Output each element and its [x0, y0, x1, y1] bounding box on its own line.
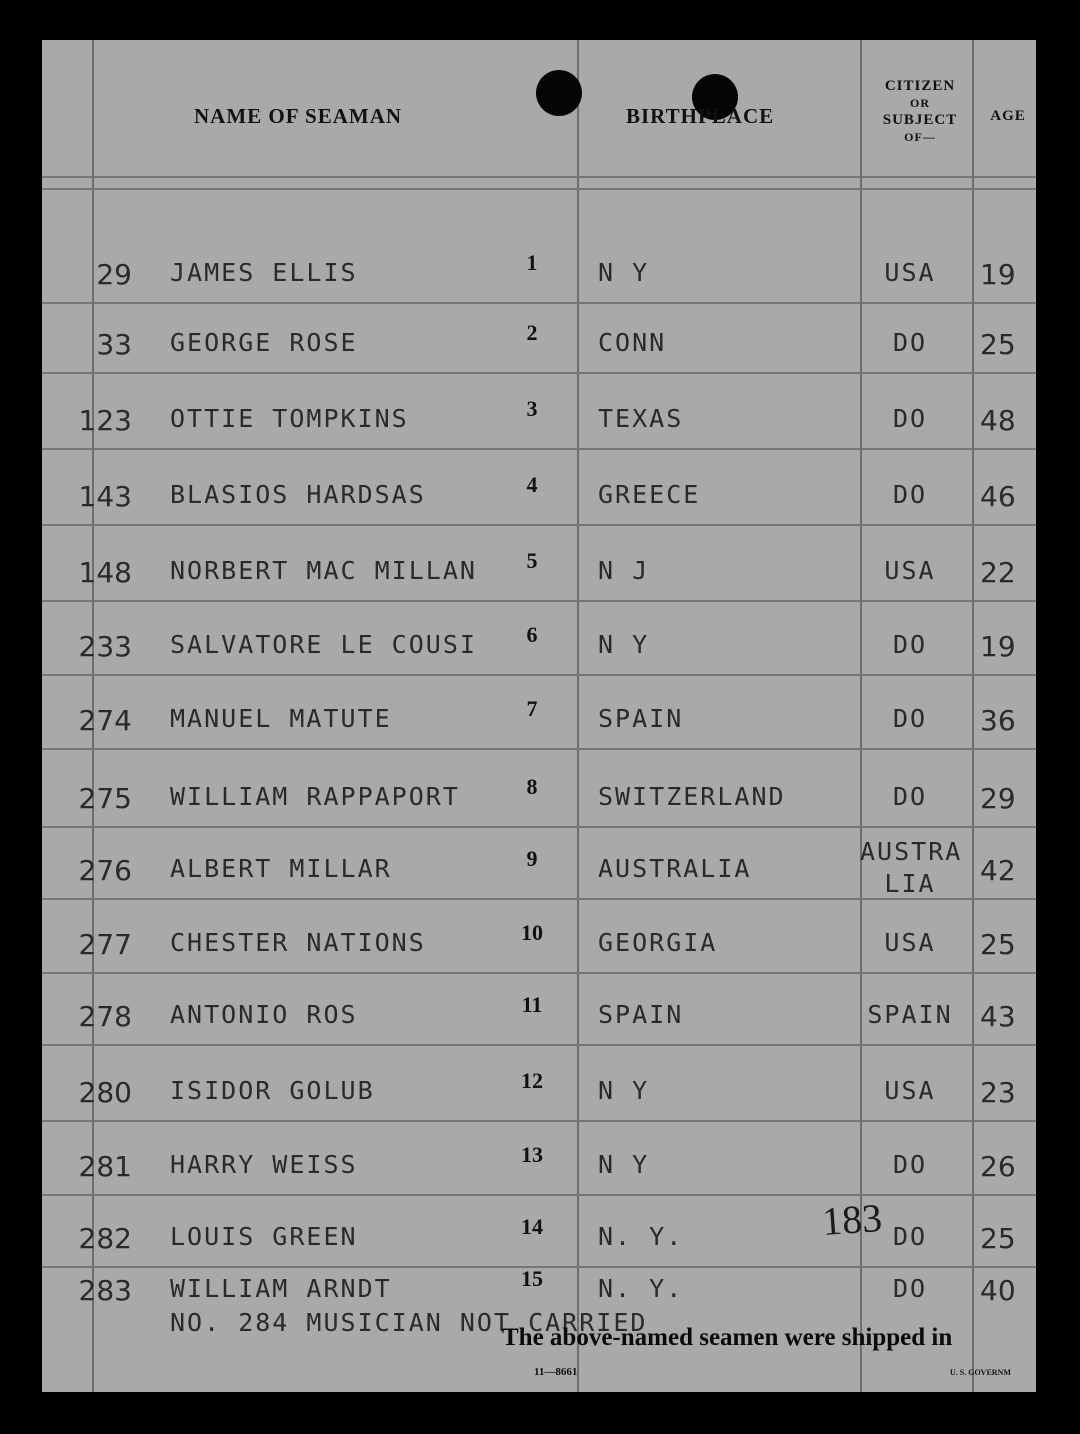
handwritten-number: 183: [820, 1194, 884, 1245]
birthplace: CONN: [598, 328, 667, 357]
birthplace: GEORGIA: [598, 928, 718, 957]
table-row: [42, 774, 1036, 842]
birthplace: N Y: [598, 1076, 650, 1105]
seaman-name: CHESTER NATIONS: [170, 928, 426, 957]
row-index: 11: [521, 992, 543, 1017]
age: 26: [980, 1150, 1016, 1183]
row-index: 12: [521, 1068, 543, 1093]
seaman-name: BLASIOS HARDSAS: [170, 480, 426, 509]
birthplace: N. Y.: [598, 1222, 684, 1251]
seaman-name: WILLIAM RAPPAPORT: [170, 782, 460, 811]
table-row: [42, 250, 1036, 318]
punch-hole: [536, 70, 582, 116]
government-print-mark: U. S. GOVERNM: [950, 1368, 1011, 1377]
citizen-header-line: OR: [910, 96, 930, 110]
table-row: [42, 396, 1036, 464]
seaman-number: 283: [78, 1274, 132, 1307]
citizenship-line: DO: [892, 782, 928, 811]
header-rule: [42, 176, 1036, 178]
seaman-number: 123: [78, 404, 132, 437]
name-of-seaman-header: NAME OF SEAMAN: [194, 104, 403, 128]
table-row: [42, 472, 1036, 540]
citizenship: [860, 928, 960, 957]
row-rule: [42, 1044, 1036, 1046]
row-rule: [42, 748, 1036, 750]
seaman-number: 29: [96, 258, 132, 291]
birthplace: SPAIN: [598, 704, 684, 733]
citizenship: [860, 480, 960, 509]
citizenship-line: DO: [892, 328, 928, 357]
row-index: 2: [526, 320, 538, 345]
age: 46: [980, 480, 1016, 513]
row-rule: [42, 302, 1036, 304]
age: 19: [980, 258, 1016, 291]
seaman-name: ISIDOR GOLUB: [170, 1076, 375, 1105]
table-row: [42, 1068, 1036, 1136]
seaman-number: 233: [78, 630, 132, 663]
crew-list-sheet: [42, 40, 1036, 1392]
citizenship-line: USA: [884, 556, 936, 585]
age: 42: [980, 854, 1016, 887]
citizenship: [860, 704, 960, 733]
citizenship: [860, 328, 960, 357]
seaman-number: 277: [78, 928, 132, 961]
citizen-header: [870, 78, 970, 146]
citizen-header-line: OF—: [904, 130, 936, 144]
citizen-header-line: CITIZEN: [884, 78, 956, 94]
seaman-name: LOUIS GREEN: [170, 1222, 358, 1251]
seaman-number: 275: [78, 782, 132, 815]
row-index: 10: [521, 920, 543, 945]
seaman-name: SALVATORE LE COUSI: [170, 630, 477, 659]
row-index: 14: [521, 1214, 543, 1239]
table-row: [42, 992, 1036, 1060]
age: 25: [980, 1222, 1016, 1255]
seaman-number: 280: [78, 1076, 132, 1109]
age: 25: [980, 928, 1016, 961]
seaman-number: 33: [96, 328, 132, 361]
seaman-name: GEORGE ROSE: [170, 328, 358, 357]
seaman-name: HARRY WEISS: [170, 1150, 358, 1179]
seaman-number: 274: [78, 704, 132, 737]
citizenship: [860, 1000, 960, 1029]
age: 22: [980, 556, 1016, 589]
citizenship-line: DO: [892, 704, 928, 733]
row-index: 8: [526, 774, 538, 799]
birthplace: N J: [598, 556, 650, 585]
row-index: 15: [521, 1266, 543, 1291]
birthplace: GREECE: [598, 480, 701, 509]
citizenship-line: DO: [892, 1222, 928, 1251]
citizen-header-line: SUBJECT: [882, 112, 958, 128]
table-row: [42, 548, 1036, 616]
row-rule: [42, 372, 1036, 374]
citizenship-line: USA: [884, 1076, 936, 1105]
row-rule: [42, 448, 1036, 450]
citizenship-line: DO: [892, 480, 928, 509]
age: 25: [980, 328, 1016, 361]
row-index: 5: [526, 548, 538, 573]
header-rule: [42, 188, 1036, 190]
seaman-name: WILLIAM ARNDT: [170, 1274, 392, 1303]
birthplace: N Y: [598, 1150, 650, 1179]
citizenship-line: LIA: [884, 869, 936, 898]
table-row: [42, 920, 1036, 988]
table-row: [42, 622, 1036, 690]
citizenship-line: DO: [892, 1274, 928, 1303]
seaman-name: JAMES ELLIS: [170, 258, 358, 287]
citizenship: [860, 404, 960, 433]
citizenship-line: SPAIN: [867, 1000, 953, 1029]
row-index: 3: [526, 396, 538, 421]
citizenship: [860, 1150, 960, 1179]
citizenship: [860, 556, 960, 585]
birthplace: SWITZERLAND: [598, 782, 786, 811]
citizenship: [860, 258, 960, 287]
age: 48: [980, 404, 1016, 437]
age: 40: [980, 1274, 1016, 1307]
row-index: 9: [526, 846, 538, 871]
citizenship: [860, 1076, 960, 1105]
seaman-name: NORBERT MAC MILLAN: [170, 556, 477, 585]
citizenship-line: USA: [884, 928, 936, 957]
seaman-number: 278: [78, 1000, 132, 1033]
age: 19: [980, 630, 1016, 663]
citizenship-line: DO: [892, 1150, 928, 1179]
row-rule: [42, 826, 1036, 828]
birthplace: TEXAS: [598, 404, 684, 433]
row-index: 4: [526, 472, 538, 497]
birthplace: SPAIN: [598, 1000, 684, 1029]
row-rule: [42, 674, 1036, 676]
row-rule: [42, 600, 1036, 602]
table-row: [42, 320, 1036, 388]
citizenship: [860, 630, 960, 659]
row-rule: [42, 524, 1036, 526]
form-number: 11—8661: [534, 1366, 578, 1378]
seaman-number: 143: [78, 480, 132, 513]
age: 36: [980, 704, 1016, 737]
table-row: [42, 696, 1036, 764]
birthplace: N Y: [598, 630, 650, 659]
age-header: AGE: [990, 108, 1026, 124]
citizenship: [860, 836, 963, 900]
seaman-number: 282: [78, 1222, 132, 1255]
birthplace: N. Y.: [598, 1274, 684, 1303]
row-rule: [42, 972, 1036, 974]
seaman-name: MANUEL MATUTE: [170, 704, 392, 733]
birthplace: N Y: [598, 258, 650, 287]
seaman-name: OTTIE TOMPKINS: [170, 404, 409, 433]
birthplace: AUSTRALIA: [598, 854, 752, 883]
row-index: 6: [526, 622, 538, 647]
seaman-number: 148: [78, 556, 132, 589]
table-row: [42, 1142, 1036, 1210]
row-rule: [42, 1194, 1036, 1196]
age: 23: [980, 1076, 1016, 1109]
row-index: 7: [526, 696, 538, 721]
row-index: 13: [521, 1142, 543, 1167]
seaman-name: ANTONIO ROS: [170, 1000, 358, 1029]
birthplace-header: BIRTHPLACE: [626, 104, 775, 128]
citizenship-line: AUSTRA: [860, 837, 963, 866]
table-row: [42, 837, 1036, 914]
seaman-number: 276: [78, 854, 132, 887]
age: 29: [980, 782, 1016, 815]
citizenship-line: USA: [884, 258, 936, 287]
footer-note: NO. 284 MUSICIAN NOT CARRIED: [170, 1308, 648, 1337]
citizenship-line: DO: [892, 630, 928, 659]
seaman-number: 281: [78, 1150, 132, 1183]
citizenship-line: DO: [892, 404, 928, 433]
row-rule: [42, 1120, 1036, 1122]
shipped-statement: The above-named seamen were shipped in: [502, 1324, 953, 1351]
row-index: 1: [526, 250, 538, 275]
age: 43: [980, 1000, 1016, 1033]
citizenship: [860, 1274, 960, 1303]
seaman-name: ALBERT MILLAR: [170, 854, 392, 883]
citizenship: [860, 782, 960, 811]
